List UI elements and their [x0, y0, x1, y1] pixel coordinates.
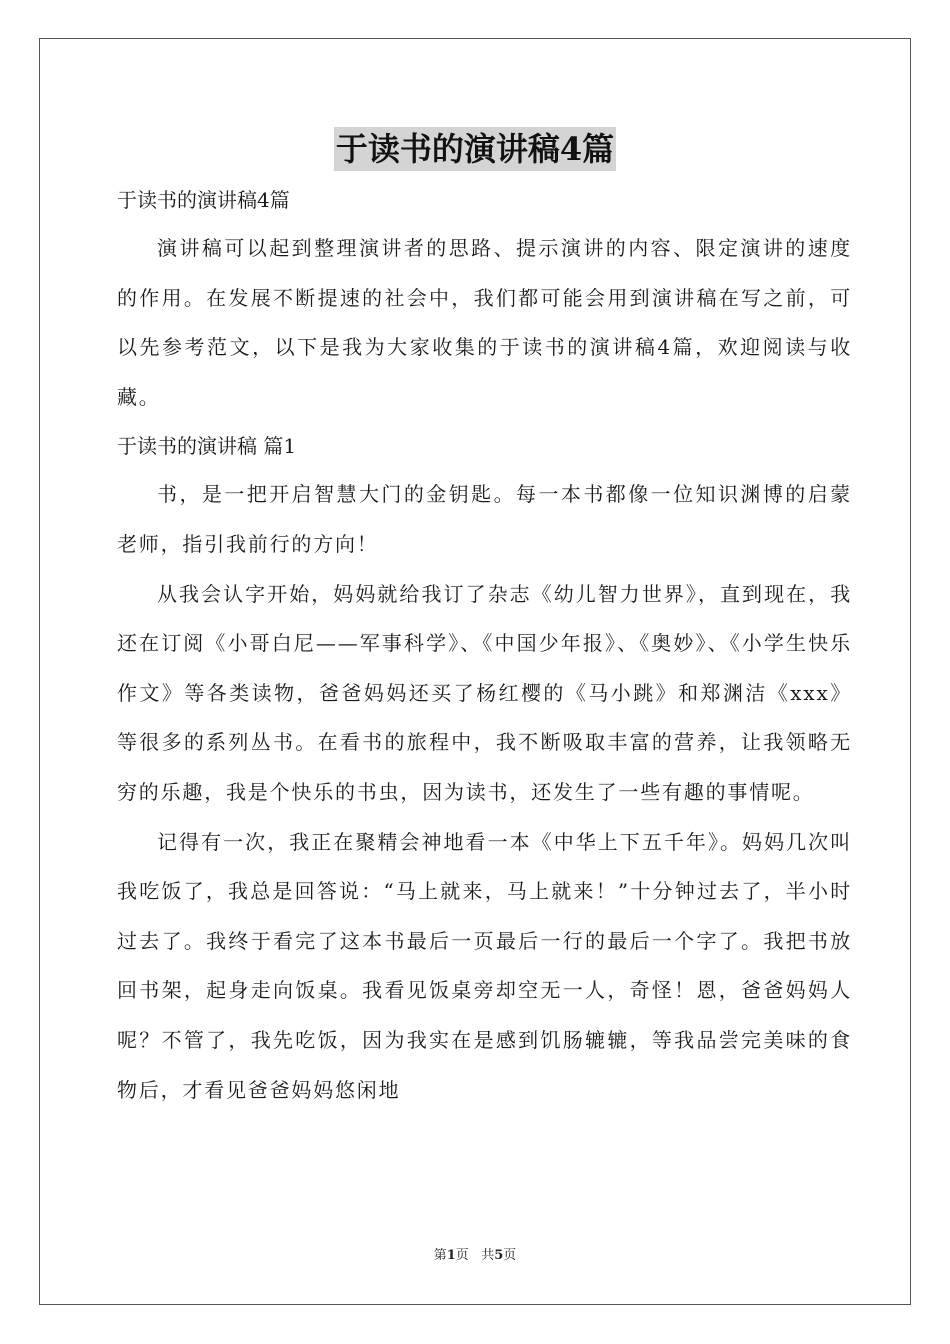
footer-page-total: 5 [494, 1248, 504, 1263]
document-title: 于读书的演讲稿4篇 [334, 127, 616, 171]
section-heading: 于读书的演讲稿 篇1 [117, 434, 297, 459]
intro-paragraph: 演讲稿可以起到整理演讲者的思路、提示演讲的内容、限定演讲的速度的作用。在发展不断提速的社会中，我们都可能会用到演讲稿在写之前，可以先参考范文，以下是我为大家收集的于读书的演讲稿4篇，欢迎阅读与收藏。 [117, 236, 852, 409]
page-footer [0, 1247, 950, 1265]
footer-page-unit: 页 [455, 1248, 469, 1263]
footer-total-prefix: 共 [481, 1248, 495, 1263]
body-paragraph-3: 记得有一次，我正在聚精会神地看一本《中华上下五千年》。妈妈几次叫我吃饭了，我总是回答说：“马上就来，马上就来！”十分钟过去了，半小时过去了。我终于看完了这本书最后一页最后一行的最后一个字了。我把书放回书架，起身走向饭桌。我看见饭桌旁却空无一人，奇怪！恩，爸爸妈妈人呢？不管了，我先吃饭，因为我实在是感到饥肠辘辘，等我品尝完美味的食物后，才看见爸爸妈妈悠闲地 [117, 829, 852, 1102]
body-paragraph-2: 从我会认字开始，妈妈就给我订了杂志《幼儿智力世界》，直到现在，我还在订阅《小哥白尼——军事科学》、《中国少年报》、《奥妙》、《小学生快乐作文》等各类读物，爸爸妈妈还买了杨红樱的《马小跳》和郑渊洁《xxx》等很多的系列丛书。在看书的旅程中，我不断吸取丰富的营养，让我领略无穷的乐趣，我是个快乐的书虫，因为读书，还发生了一些有趣的事情呢。 [117, 581, 852, 804]
footer-total-unit: 页 [503, 1248, 517, 1263]
document-body [117, 176, 852, 1115]
footer-page-prefix: 第 [433, 1248, 447, 1263]
document-subtitle: 于读书的演讲稿4篇 [117, 188, 290, 212]
footer-page-current: 1 [446, 1248, 456, 1263]
title-container [0, 127, 950, 171]
body-paragraph-1: 书，是一把开启智慧大门的金钥匙。每一本书都像一位知识渊博的启蒙老师，指引我前行的方向！ [117, 482, 852, 556]
